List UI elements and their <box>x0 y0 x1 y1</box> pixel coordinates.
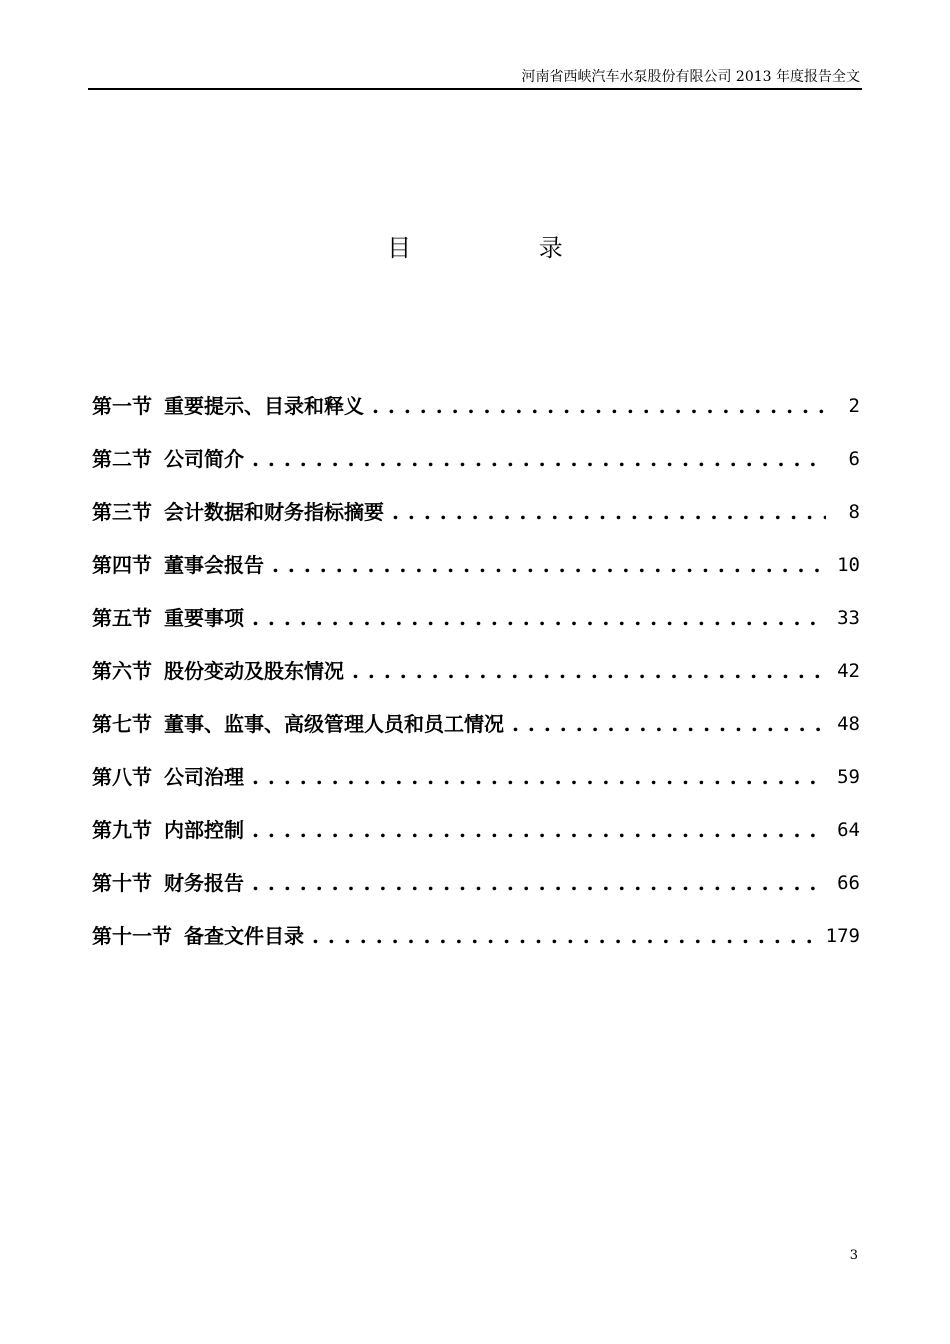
toc-leader-dots <box>252 761 826 793</box>
toc-entry[interactable] <box>92 549 860 602</box>
header-divider <box>88 88 862 90</box>
toc-page-number: 2 <box>848 395 860 417</box>
toc-section-title: 重要事项 <box>164 606 244 630</box>
toc-entry[interactable] <box>92 867 860 920</box>
toc-section-number: 第四节 <box>92 553 152 577</box>
toc-section-title: 重要提示、目录和释义 <box>164 394 364 418</box>
page-title: 目 录 <box>387 234 623 262</box>
toc-section-title: 董事会报告 <box>164 553 264 577</box>
toc-section-title: 内部控制 <box>164 818 244 842</box>
toc-leader-dots <box>372 390 826 422</box>
toc-section-number: 第五节 <box>92 606 152 630</box>
toc-section-title: 公司简介 <box>164 447 244 471</box>
footer-page-number: 3 <box>849 1248 858 1263</box>
toc-section-title: 董事、监事、高级管理人员和员工情况 <box>164 712 504 736</box>
toc-entry[interactable] <box>92 761 860 814</box>
toc-entry[interactable] <box>92 602 860 655</box>
toc-leader-dots <box>252 814 826 846</box>
toc-section-number: 第十一节 <box>92 924 172 948</box>
toc-page-number: 6 <box>848 448 860 470</box>
toc-section-number: 第十节 <box>92 871 152 895</box>
toc-entry[interactable] <box>92 708 860 761</box>
toc-entry[interactable] <box>92 390 860 443</box>
toc-page-number: 10 <box>837 554 860 576</box>
running-header: 河南省西峡汽车水泵股份有限公司 2013 年度报告全文 <box>521 69 860 85</box>
toc-entry[interactable] <box>92 920 860 973</box>
toc-leader-dots <box>512 708 826 740</box>
toc-section-number: 第八节 <box>92 765 152 789</box>
toc-page-number: 8 <box>848 501 860 523</box>
toc-entry[interactable] <box>92 496 860 549</box>
toc-leader-dots <box>392 496 826 528</box>
toc-section-number: 第九节 <box>92 818 152 842</box>
toc-section-title: 备查文件目录 <box>184 924 304 948</box>
toc-page-number: 48 <box>837 713 860 735</box>
toc-section-number: 第七节 <box>92 712 152 736</box>
toc-page-number: 179 <box>825 925 860 947</box>
table-of-contents <box>92 390 860 973</box>
toc-entry[interactable] <box>92 443 860 496</box>
toc-section-title: 会计数据和财务指标摘要 <box>164 500 384 524</box>
toc-page-number: 59 <box>837 766 860 788</box>
toc-section-number: 第二节 <box>92 447 152 471</box>
toc-leader-dots <box>312 920 816 952</box>
toc-section-number: 第一节 <box>92 394 152 418</box>
toc-section-title: 财务报告 <box>164 871 244 895</box>
toc-leader-dots <box>252 867 826 899</box>
toc-entry[interactable] <box>92 655 860 708</box>
toc-section-title: 股份变动及股东情况 <box>164 659 344 683</box>
toc-page-number: 64 <box>837 819 860 841</box>
toc-entry[interactable] <box>92 814 860 867</box>
toc-page-number: 66 <box>837 872 860 894</box>
toc-section-number: 第三节 <box>92 500 152 524</box>
toc-page-number: 42 <box>837 660 860 682</box>
toc-leader-dots <box>252 602 826 634</box>
toc-page-number: 33 <box>837 607 860 629</box>
toc-leader-dots <box>352 655 826 687</box>
toc-leader-dots <box>252 443 826 475</box>
toc-section-number: 第六节 <box>92 659 152 683</box>
toc-section-title: 公司治理 <box>164 765 244 789</box>
toc-leader-dots <box>272 549 826 581</box>
